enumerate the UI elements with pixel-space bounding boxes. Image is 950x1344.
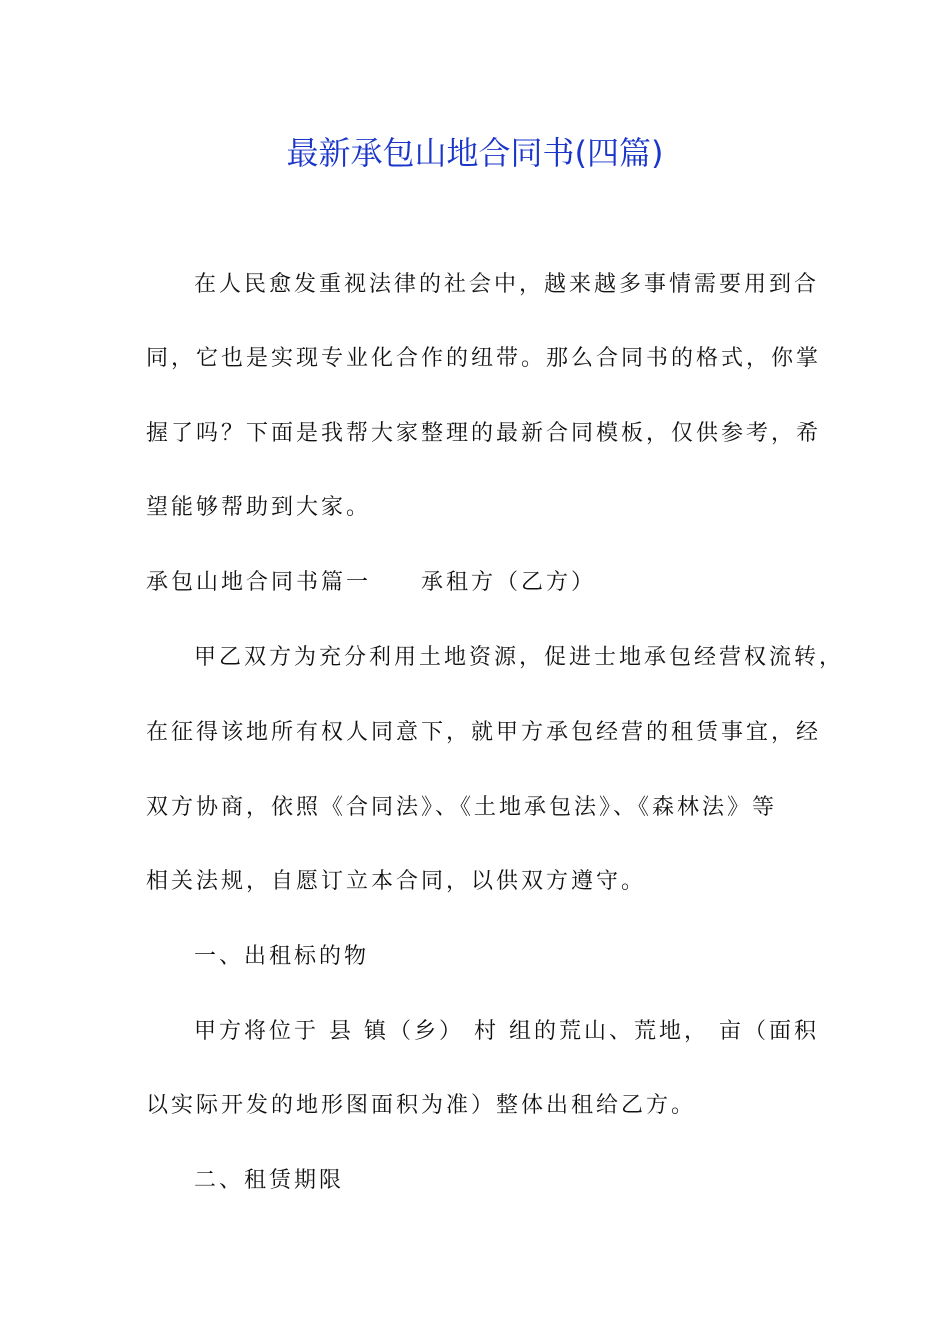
paragraph-line: 双方协商，依照《合同法》、《土地承包法》、《森林法》等 — [146, 795, 778, 820]
paragraph-line: 相关法规，自愿订立本合同，以供双方遵守。 — [146, 869, 647, 894]
paragraph-line: 以实际开发的地形图面积为准）整体出租给乙方。 — [146, 1093, 697, 1118]
clause-heading: 一、出租标的物 — [194, 944, 370, 969]
paragraph-line: 握了吗？下面是我帮大家整理的最新合同模板，仅供参考，希 — [146, 421, 822, 446]
document-title: 最新承包山地合同书(四篇) — [286, 134, 664, 172]
section-heading: 承包山地合同书篇一 承租方（乙方） — [146, 570, 597, 595]
paragraph-line: 甲乙双方为充分利用土地资源，促进士地承包经营权流转， — [194, 645, 845, 670]
paragraph-line: 甲方将位于 县 镇（乡） 村 组的荒山、荒地， 亩（面积 — [194, 1019, 819, 1044]
paragraph-line: 望能够帮助到大家。 — [146, 495, 372, 520]
paragraph-line: 在征得该地所有权人同意下，就甲方承包经营的租赁事宜，经 — [146, 720, 822, 745]
paragraph-line: 同，它也是实现专业化合作的纽带。那么合同书的格式，你掌 — [146, 346, 822, 371]
clause-heading: 二、租赁期限 — [194, 1168, 345, 1193]
paragraph-line: 在人民愈发重视法律的社会中，越来越多事情需要用到合 — [194, 272, 820, 297]
